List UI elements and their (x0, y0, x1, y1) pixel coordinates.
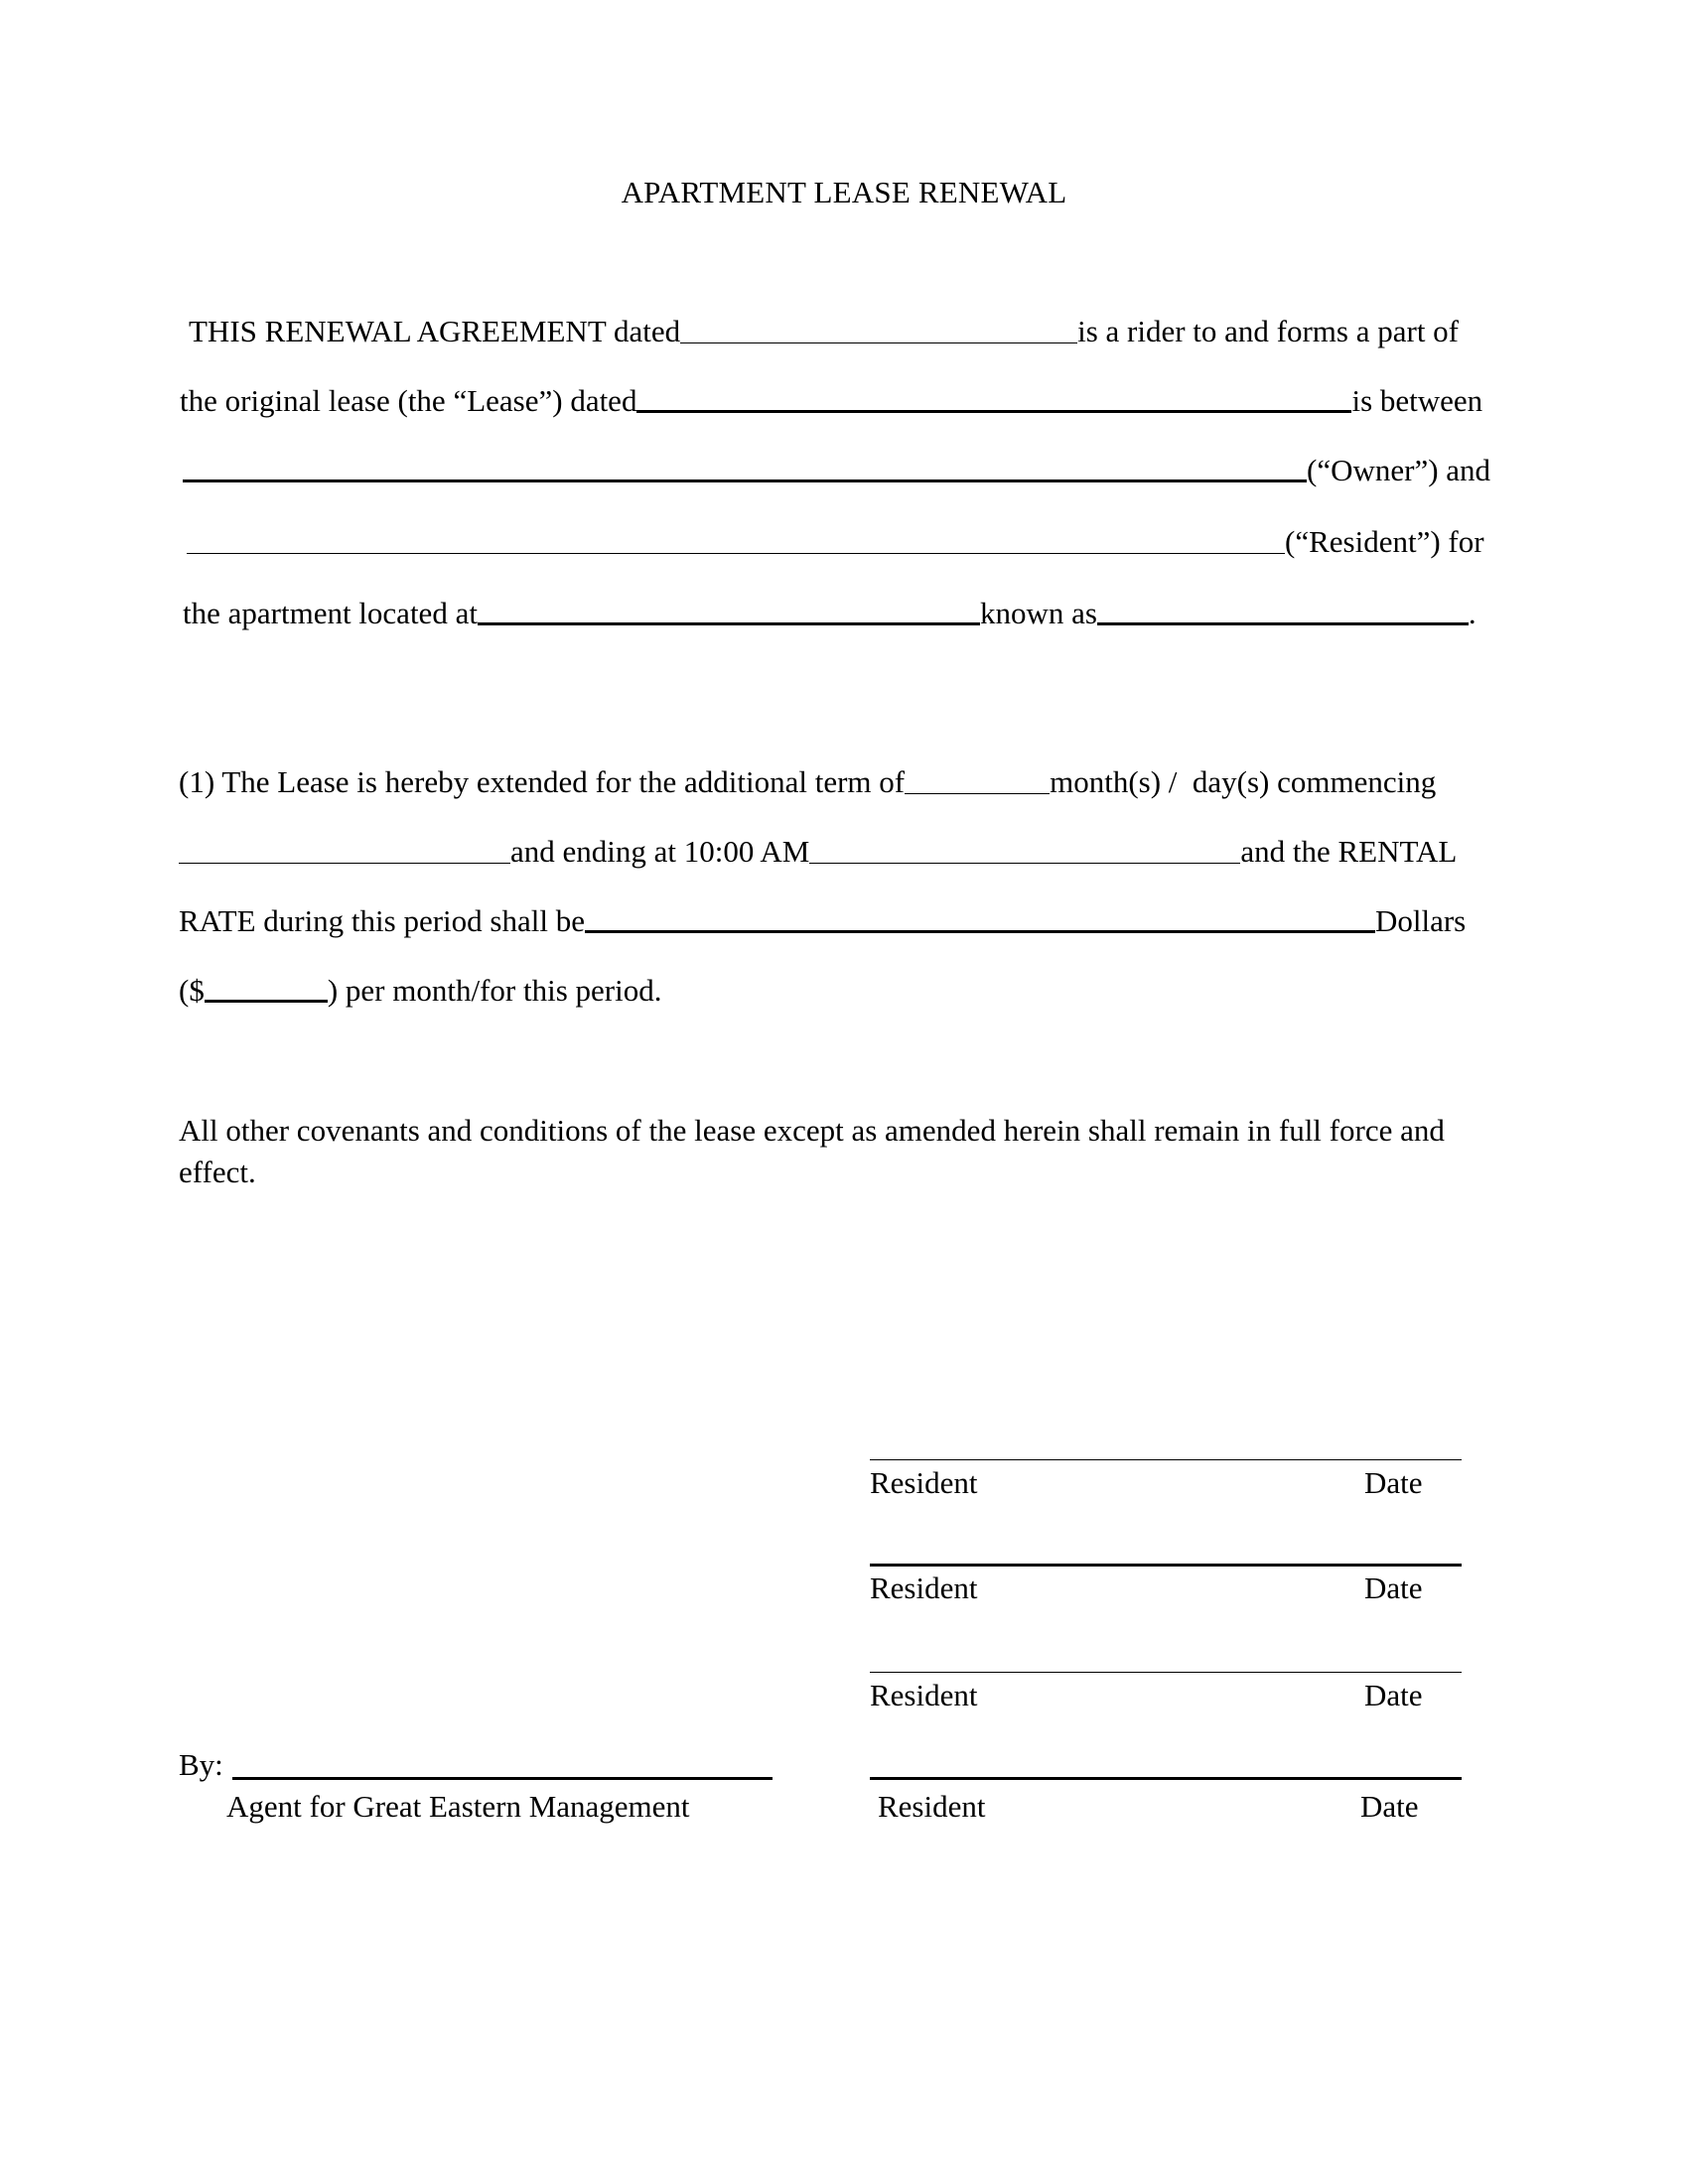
clause-text: ) per month/for this period. (327, 973, 662, 1008)
rental-rate-words-field[interactable] (585, 900, 1375, 933)
term-length-field[interactable] (905, 763, 1050, 794)
apartment-location-field[interactable] (478, 593, 980, 625)
original-lease-date-field[interactable] (636, 380, 1351, 413)
document-title: APARTMENT LEASE RENEWAL (621, 175, 1067, 209)
intro-text: THIS RENEWAL AGREEMENT dated (189, 314, 681, 348)
resident-name-field[interactable] (187, 523, 1285, 554)
intro-text: . (1468, 596, 1477, 630)
intro-line-4 (187, 520, 1484, 564)
date-label: Date (1360, 1789, 1419, 1824)
clause1-line-3 (179, 899, 1466, 943)
clause-text: (1) The Lease is hereby extended for the additional term of (179, 764, 906, 799)
resident-label: Resident (878, 1789, 986, 1824)
clause1-line-1 (179, 760, 1436, 804)
known-as-field[interactable] (1097, 593, 1469, 625)
intro-text: the original lease (the “Lease”) dated (180, 383, 637, 418)
date-label: Date (1364, 1570, 1423, 1605)
intro-text: is between (1351, 383, 1483, 418)
intro-text: the apartment located at (183, 596, 478, 630)
clause-text: RATE during this period shall be (179, 903, 585, 938)
clause-text: ($ (179, 973, 205, 1008)
ending-date-field[interactable] (809, 833, 1240, 864)
clause-text: Dollars (1374, 903, 1467, 938)
agent-label: Agent for Great Eastern Management (226, 1789, 690, 1824)
intro-text: is a rider to and forms a part of (1077, 314, 1460, 348)
resident-signature-line-1[interactable] (870, 1459, 1462, 1460)
resident-label: Resident (870, 1678, 978, 1712)
closing-paragraph: All other covenants and conditions of the lease except as amended herein shall remain in full force and effect. (179, 1113, 1445, 1189)
agent-signature-line[interactable] (232, 1777, 773, 1780)
resident-signature-line-4[interactable] (870, 1777, 1462, 1780)
date-label: Date (1364, 1465, 1423, 1500)
agreement-date-field[interactable] (680, 313, 1077, 343)
clause-text: month(s) / day(s) commencing (1050, 764, 1437, 799)
resident-label: Resident (870, 1570, 978, 1605)
resident-signature-line-3[interactable] (870, 1672, 1462, 1673)
intro-line-1 (189, 310, 1459, 353)
by-label: By: (179, 1747, 223, 1782)
commencing-date-field[interactable] (179, 833, 510, 864)
intro-text: (“Resident”) for (1285, 524, 1484, 559)
intro-line-2 (180, 379, 1482, 423)
date-label: Date (1364, 1678, 1423, 1712)
clause1-line-4 (179, 969, 661, 1013)
intro-line-3 (183, 449, 1490, 492)
intro-text: (“Owner”) and (1307, 453, 1491, 487)
clause-text: and the RENTAL (1240, 834, 1458, 869)
rental-rate-amount-field[interactable] (205, 970, 328, 1003)
resident-signature-line-2[interactable] (870, 1564, 1462, 1567)
clause1-line-2 (179, 830, 1457, 874)
resident-label: Resident (870, 1465, 978, 1500)
intro-text: known as (979, 596, 1097, 630)
owner-name-field[interactable] (183, 450, 1307, 482)
intro-line-5 (183, 592, 1477, 635)
clause-text: and ending at 10:00 AM (510, 834, 810, 869)
